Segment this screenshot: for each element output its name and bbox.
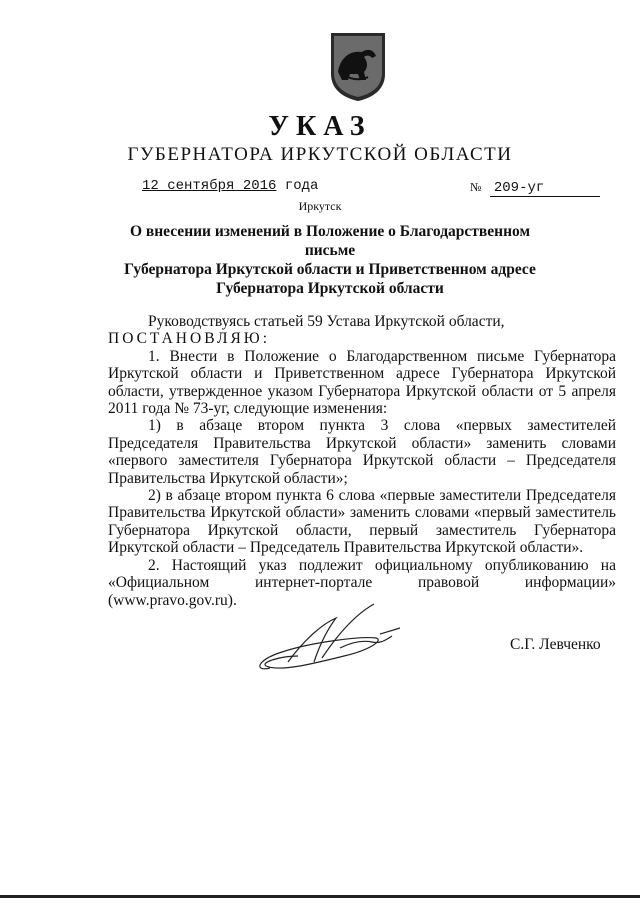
document-heading bbox=[110, 222, 550, 298]
bottom-border bbox=[0, 895, 640, 898]
subclause-1: 1) в абзаце втором пункта 3 слова «первых заместителей Председателя Правительства Иркутской области» заменить словами «первого заместителя Губернатора Иркутской области – Председателя Правительства Иркутской области»; bbox=[108, 417, 616, 487]
number-value: 209-уг bbox=[490, 180, 600, 197]
clause-2: 2. Настоящий указ подлежит официальному опубликованию на «Официальном интернет-портале правовой информации» (www.pravo.gov.ru). bbox=[108, 556, 616, 609]
heading-line: Губернатора Иркутской области bbox=[216, 280, 444, 297]
date-value: 12 сентября 2016 bbox=[142, 178, 277, 194]
coat-of-arms-icon bbox=[328, 30, 388, 102]
document-subtitle: ГУБЕРНАТОРА ИРКУТСКОЙ ОБЛАСТИ bbox=[127, 144, 513, 165]
document-number bbox=[470, 180, 600, 197]
number-sign: № bbox=[470, 180, 482, 194]
preamble: Руководствуясь статьей 59 Устава Иркутской области, bbox=[148, 313, 505, 330]
decree-word: ПОСТАНОВЛЯЮ: bbox=[108, 330, 271, 348]
subclause-2: 2) в абзаце втором пункта 6 слова «первые заместители Председателя Правительства Иркутской области» заменить словами «первый заместитель Губернатора Иркутской области, первый заместитель Губернатора Иркутской области – Председатель Правительства Иркутской области». bbox=[108, 487, 616, 557]
signer-name: С.Г. Левченко bbox=[510, 636, 601, 653]
document-city: Иркутск bbox=[298, 199, 342, 213]
clause-1: 1. Внести в Положение о Благодарственном письме Губернатора Иркутской области и Приветственном адресе Губернатора Иркутской области, утвержденное указом Губернатора Иркутской области от 5 апреля 2011 года № 73-уг, следующие изменения: bbox=[108, 347, 616, 418]
heading-line: Губернатора Иркутской области и Приветственном адресе bbox=[124, 261, 536, 278]
document-body bbox=[108, 313, 616, 609]
signature-icon bbox=[252, 600, 412, 682]
heading-line: О внесении изменений в Положение о Благодарственном письме bbox=[129, 223, 531, 259]
date-suffix: года bbox=[284, 178, 319, 194]
document-date bbox=[142, 178, 318, 194]
document-title: УКАЗ bbox=[268, 111, 372, 142]
